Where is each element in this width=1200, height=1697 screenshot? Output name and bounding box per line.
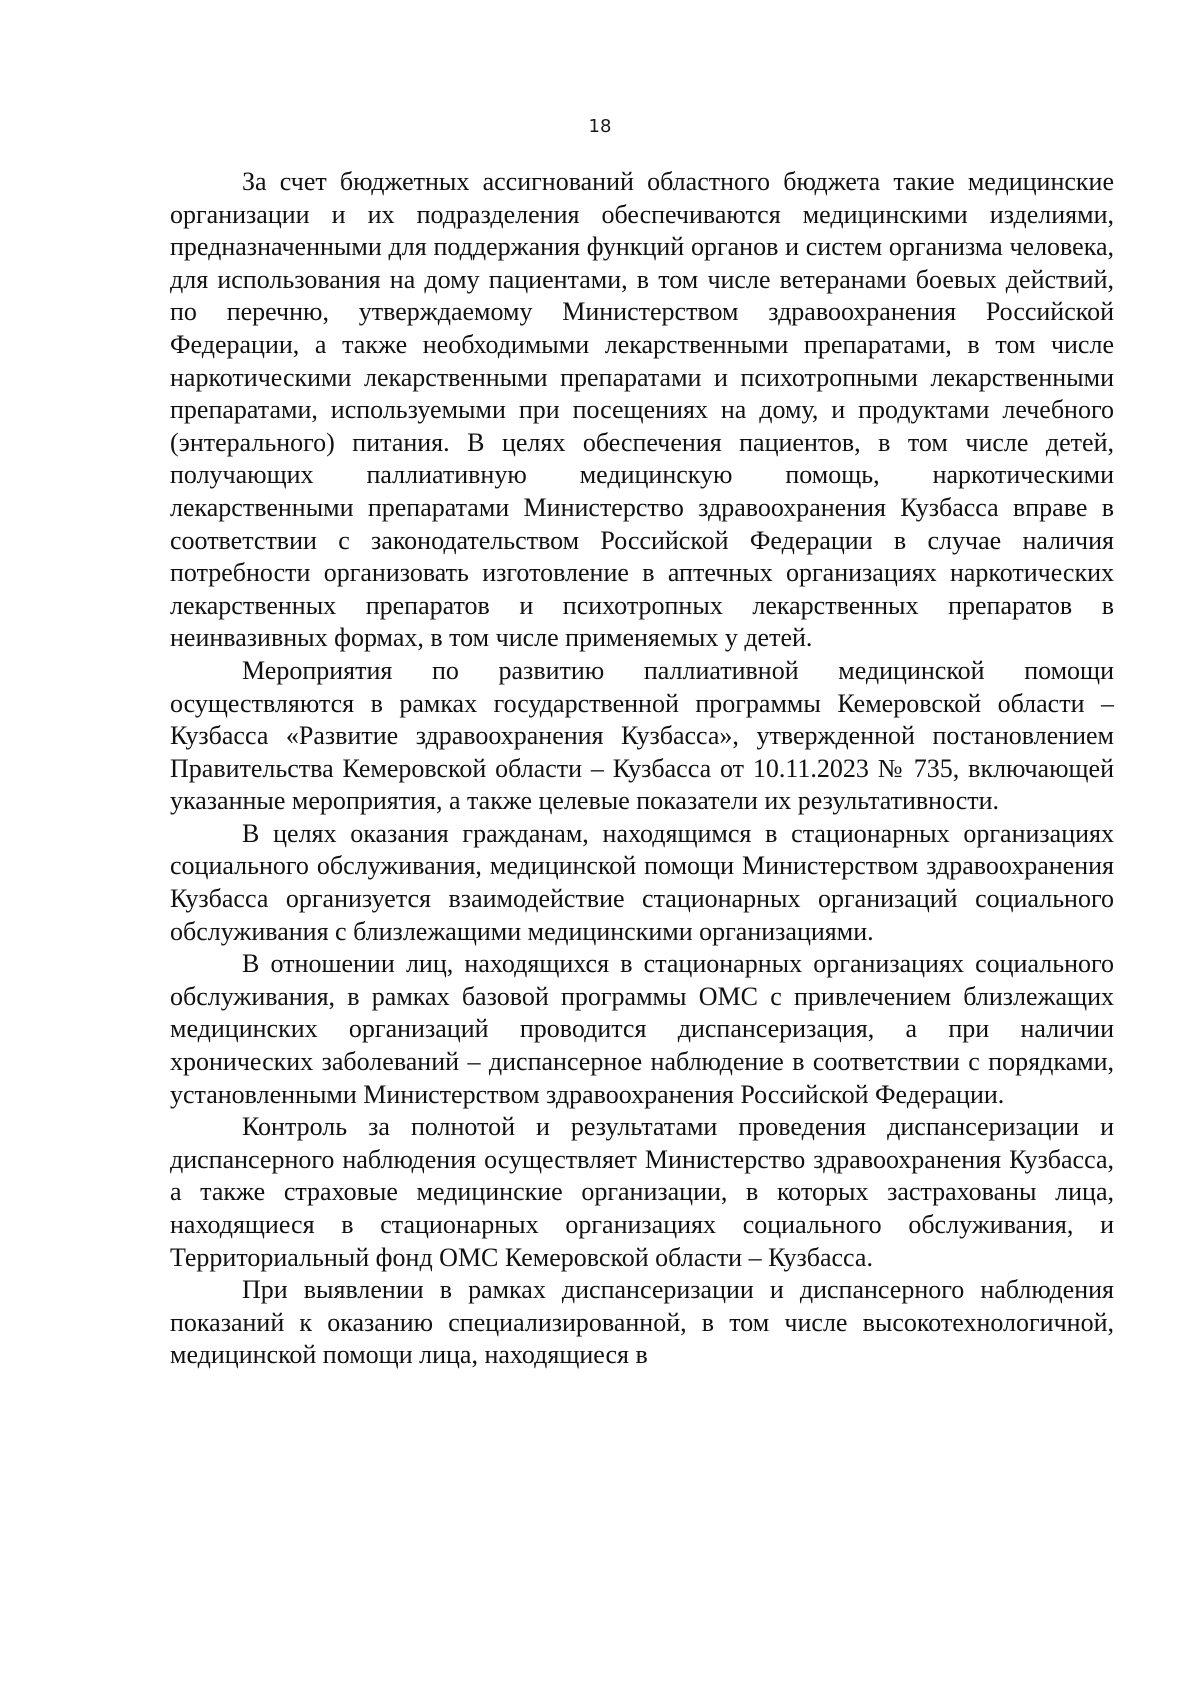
paragraph-5: Контроль за полнотой и результатами проведения диспансеризации и диспансерного наблюдения осуществляет Министерство здравоохранения Кузбасса, а также страховые медицинские организации, в которых застрахованы лица, находящиеся в стационарных организациях социального обслуживания, и Территориальный фонд ОМС Кемеровской области – Кузбасса. (170, 1112, 1114, 1272)
paragraph-3: В целях оказания гражданам, находящимся в стационарных организациях социального обслуживания, медицинской помощи Министерством здравоохранения Кузбасса организуется взаимодействие стационарных организаций социального обслуживания с близлежащими медицинскими организациями. (170, 818, 1114, 946)
paragraph-6: При выявлении в рамках диспансеризации и диспансерного наблюдения показаний к оказанию специализированной, в том числе высокотехнологичной, медицинской помощи лица, находящиеся в (170, 1275, 1114, 1370)
paragraph-1: За счет бюджетных ассигнований областного бюджета такие медицинские организации и их подразделения обеспечиваются медицинскими изделиями, предназначенными для поддержания функций органов и систем организма человека, для использования на дому пациентами, в том числе ветеранами боевых действий, по перечню, утверждаемому Министерством здравоохранения Российской Федерации, а также необходимыми лекарственными препаратами, в том числе наркотическими лекарственными препаратами и психотропными лекарственными препаратами, используемыми при посещениях на дому, и продуктами лечебного (энтерального) питания. В целях обеспечения пациентов, в том числе детей, получающих паллиативную медицинскую помощь, наркотическими лекарственными препаратами Министерство здравоохранения Кузбасса вправе в соответствии с законодательством Российской Федерации в случае наличия потребности организовать изготовление в аптечных организациях наркотических лекарственных препаратов и психотропных лекарственных препаратов в неинвазивных формах, в том числе применяемых у детей. (170, 167, 1114, 653)
document-body (170, 166, 1114, 1372)
paragraph-4: В отношении лиц, находящихся в стационарных организациях социального обслуживания, в рамках базовой программы ОМС с привлечением близлежащих медицинских организаций проводится диспансеризация, а при наличии хронических заболеваний – диспансерное наблюдение в соответствии с порядками, установленными Министерством здравоохранения Российской Федерации. (170, 949, 1114, 1109)
page-number: 18 (588, 116, 612, 137)
paragraph-2: Мероприятия по развитию паллиативной медицинской помощи осуществляются в рамках государственной программы Кемеровской области – Кузбасса «Развитие здравоохранения Кузбасса», утвержденной постановлением Правительства Кемеровской области – Кузбасса от 10.11.2023 № 735, включающей указанные мероприятия, а также целевые показатели их результативности. (170, 655, 1114, 816)
